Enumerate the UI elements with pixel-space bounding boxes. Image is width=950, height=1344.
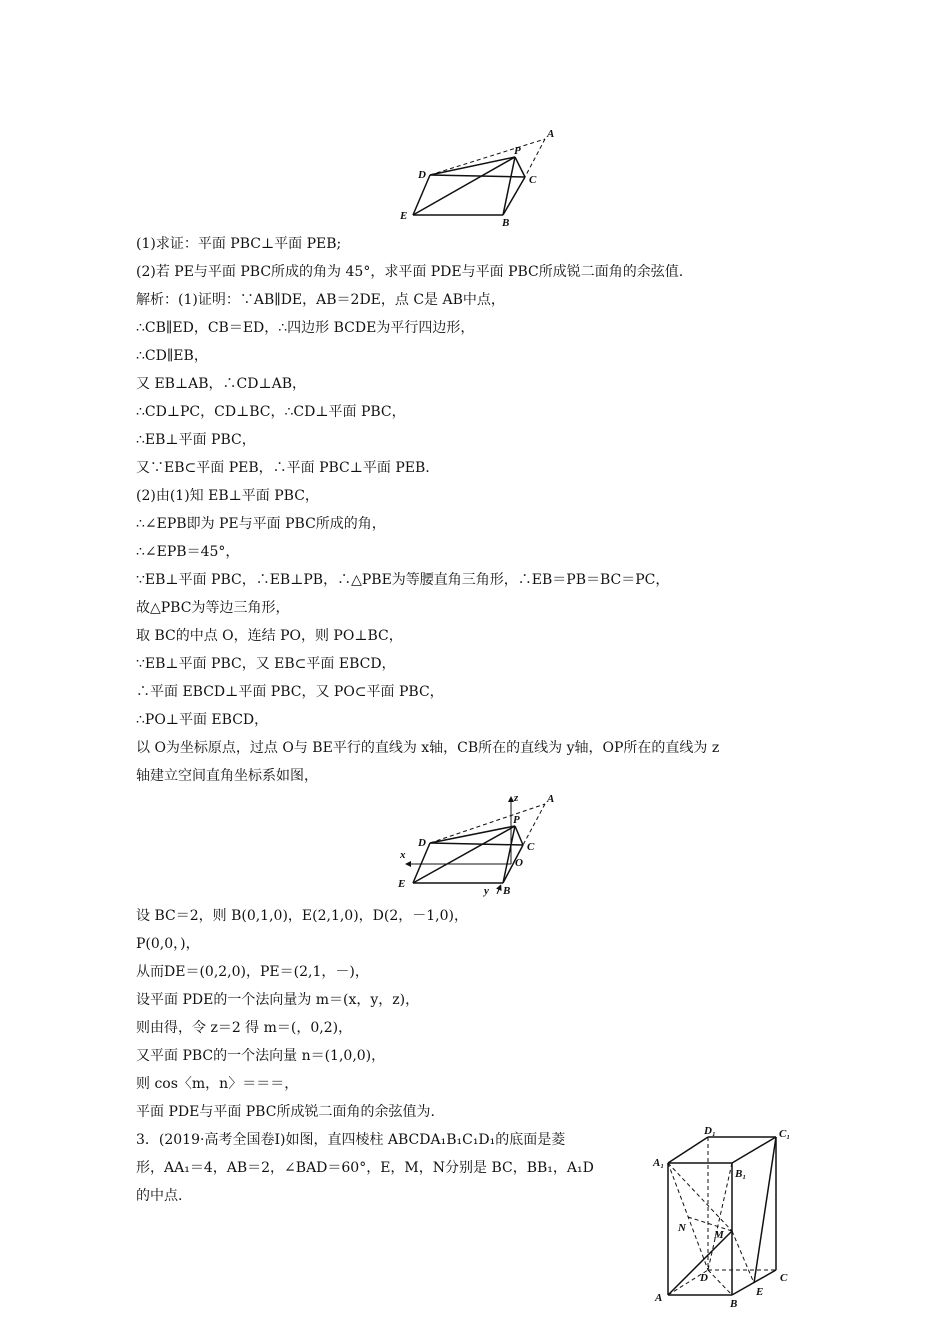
edge-B1D: [708, 1163, 732, 1270]
edge-DE: [413, 175, 430, 215]
text-line: ∴∠EPB＝45°，: [136, 544, 240, 560]
edge-PB: [503, 157, 515, 215]
text-line: 平面 PDE与平面 PBC所成锐二面角的余弦值为.: [136, 1104, 435, 1120]
label-C1: C₁: [779, 1128, 791, 1140]
text-line: ∴CB∥ED，CB＝ED，∴四边形 BCDE为平行四边形，: [136, 320, 475, 336]
label-B1: B₁: [735, 1168, 747, 1180]
edge-PC: [515, 157, 525, 177]
text-line: 则由得，令 z＝2 得 m＝(，0,2)，: [136, 1020, 353, 1036]
text-line: ∴平面 EBCD⊥平面 PBC，又 PO⊂平面 PBC，: [136, 684, 444, 700]
text-line: (1)求证：平面 PBC⊥平面 PEB;: [136, 236, 342, 252]
y-axis: [497, 887, 500, 894]
label-y: y: [484, 885, 489, 897]
edge-DE: [413, 843, 430, 883]
label-P: P: [513, 814, 520, 826]
text-line: 又平面 PBC的一个法向量 n＝(1,0,0)，: [136, 1048, 386, 1064]
text-line: 则 cos〈m，n〉＝＝＝，: [136, 1076, 299, 1092]
text-line: P(0,0，)，: [136, 936, 200, 952]
problem3-line: 形，AA₁＝4，AB＝2，∠BAD＝60°，E，M，N分别是 BC，BB₁，A₁D: [136, 1160, 594, 1176]
label-M: M: [714, 1229, 724, 1241]
problem3-line: 3．(2019·高考全国卷Ⅰ)如图，直四棱柱 ABCDA₁B₁C₁D₁的底面是菱: [136, 1132, 566, 1148]
label-x: x: [400, 849, 406, 861]
label-A: A: [655, 1292, 663, 1304]
label-A: A: [547, 128, 555, 140]
label-D: D: [700, 1272, 708, 1284]
problem3-line: 的中点.: [136, 1188, 183, 1204]
text-line: ∴CD∥EB，: [136, 348, 208, 364]
edge-A1D: [668, 1163, 708, 1270]
edge-DP: [430, 157, 515, 175]
label-D: D: [418, 837, 426, 849]
label-B: B: [502, 217, 510, 229]
label-O: O: [515, 857, 523, 869]
figure-coordinate-system: [390, 790, 565, 900]
label-B: B: [730, 1298, 738, 1310]
edge-C1E: [754, 1137, 776, 1283]
text-line: 从而DE＝(0,2,0)，PE＝(2,1，－)，: [136, 964, 369, 980]
edge-DB: [708, 1270, 732, 1295]
edge-DC: [430, 843, 523, 845]
edge-A1M: [668, 1163, 732, 1231]
text-line: ∴EB⊥平面 PBC，: [136, 432, 256, 448]
text-line: ∵EB⊥平面 PBC，∴EB⊥PB，∴△PBE为等腰直角三角形，∴EB＝PB＝BC＝PC，: [136, 572, 670, 588]
text-line: 取 BC的中点 O，连结 PO，则 PO⊥BC，: [136, 628, 403, 644]
edge-DA: [430, 139, 545, 175]
text-line: (2)若 PE与平面 PBC所成的角为 45°，求平面 PDE与平面 PBC所成锐二面角的余弦值.: [136, 264, 684, 280]
edge-ME: [732, 1231, 754, 1283]
edge-B1C1: [732, 1137, 776, 1163]
text-line: 解析：(1)证明：∵AB∥DE，AB＝2DE，点 C是 AB中点，: [136, 292, 505, 308]
edge-AC: [525, 139, 545, 177]
text-line: ∴CD⊥PC，CD⊥BC，∴CD⊥平面 PBC，: [136, 404, 406, 420]
text-line: 又 EB⊥AB，∴CD⊥AB，: [136, 376, 307, 392]
text-line: 以 O为坐标原点，过点 O与 BE平行的直线为 x轴，CB所在的直线为 y轴，OP所在的直线为 z: [136, 740, 720, 756]
figure-prism: [650, 1125, 800, 1310]
edge-PB: [503, 826, 515, 883]
label-C: C: [527, 841, 535, 853]
edge-PE: [413, 826, 515, 883]
edge-NM: [688, 1217, 732, 1231]
label-N: N: [678, 1222, 686, 1234]
text-line: 设平面 PDE的一个法向量为 m＝(x，y，z)，: [136, 992, 420, 1008]
edge-PE: [413, 157, 515, 215]
text-line: ∴PO⊥平面 EBCD，: [136, 712, 269, 728]
label-B: B: [503, 885, 511, 897]
edge-PC: [515, 826, 523, 845]
text-line: 故△PBC为等边三角形，: [136, 600, 290, 616]
label-E: E: [400, 210, 408, 222]
text-line: 轴建立空间直角坐标系如图，: [136, 768, 318, 784]
edge-A1D1: [668, 1137, 708, 1163]
text-line: 又∵EB⊂平面 PEB，∴平面 PBC⊥平面 PEB.: [136, 460, 430, 476]
label-D1: D₁: [704, 1125, 716, 1137]
label-C: C: [529, 174, 537, 186]
label-P: P: [514, 145, 521, 157]
label-E: E: [398, 878, 406, 890]
label-A1: A₁: [653, 1157, 665, 1169]
label-z: z: [514, 792, 519, 804]
label-D: D: [418, 169, 426, 181]
figure-pyramid-fold: [390, 125, 565, 230]
text-line: ∴∠EPB即为 PE与平面 PBC所成的角，: [136, 516, 386, 532]
label-E: E: [756, 1286, 764, 1298]
text-line: (2)由(1)知 EB⊥平面 PBC，: [136, 488, 319, 504]
text-line: ∵EB⊥平面 PBC，又 EB⊂平面 EBCD，: [136, 656, 396, 672]
text-line: 设 BC＝2，则 B(0,1,0)，E(2,1,0)，D(2，－1,0)，: [136, 908, 468, 924]
label-C: C: [780, 1272, 788, 1284]
label-A: A: [547, 793, 555, 805]
